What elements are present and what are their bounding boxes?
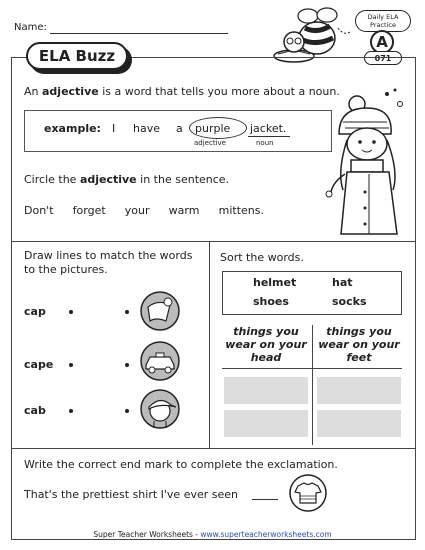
circle-instruction [24, 173, 229, 186]
example-word: a [176, 122, 183, 135]
word-bank-word: socks [332, 295, 367, 308]
practice-sentence [24, 204, 264, 217]
sort-column-head-1: things you wear on your head [225, 325, 307, 364]
example-label: example: [44, 122, 101, 135]
instruction-post: in the sentence. [136, 173, 230, 186]
match-word-cape: cape [24, 358, 54, 371]
sort-instruction: Sort the words. [220, 251, 304, 264]
example-noun: jacket. [250, 122, 287, 135]
section-divider-vertical [209, 241, 210, 448]
footer [0, 530, 425, 539]
example-word: I [112, 122, 116, 135]
cap-picture-icon [140, 389, 180, 429]
sort-column-head-2: things you wear on your feet [318, 325, 400, 364]
end-mark-blank[interactable] [252, 499, 278, 500]
exclamation-sentence: That's the prettiest shirt I've ever seen [24, 488, 239, 501]
cape-picture-icon [140, 291, 180, 331]
noun-underline [248, 136, 290, 137]
example-word: have [133, 122, 160, 135]
answer-box-head-1[interactable] [224, 377, 308, 404]
match-dot-right[interactable] [125, 310, 129, 314]
girl-in-winter-coat-icon [325, 82, 415, 240]
footer-url[interactable]: www.superteacherworksheets.com [200, 530, 332, 539]
word-bank-word: hat [332, 276, 353, 289]
section-divider-2 [11, 448, 416, 449]
word-bank-word: helmet [253, 276, 297, 289]
match-dot-left[interactable] [69, 409, 73, 413]
answer-box-feet-2[interactable] [317, 410, 401, 437]
sentence-word[interactable]: your [124, 204, 150, 217]
match-instruction: Draw lines to match the words to the pictures. [24, 249, 193, 276]
adjective-definition [24, 85, 340, 98]
sentence-word[interactable]: mittens. [218, 204, 264, 217]
end-mark-instruction: Write the correct end mark to complete the exclamation. [24, 458, 338, 471]
section-divider-1 [11, 241, 416, 242]
match-word-cap: cap [24, 305, 46, 318]
sort-column-divider [312, 325, 313, 445]
definition-term: adjective [42, 85, 99, 98]
name-line[interactable] [50, 33, 228, 34]
adjective-circle [189, 117, 247, 139]
definition-pre: An [24, 85, 42, 98]
cab-picture-icon [140, 341, 180, 381]
word-bank-word: shoes [253, 295, 289, 308]
match-dot-right[interactable] [125, 409, 129, 413]
worksheet-title: ELA Buzz [26, 42, 128, 70]
noun-caption: noun [256, 139, 274, 147]
word-bank [222, 271, 402, 315]
badge-line-2: Practice [370, 20, 396, 29]
worksheet-number: 071 [364, 51, 402, 65]
adjective-caption: adjective [194, 139, 226, 147]
sentence-word[interactable]: Don't [24, 204, 54, 217]
match-word-cab: cab [24, 404, 46, 417]
name-label: Name: [14, 22, 47, 33]
level-letter: A [370, 30, 394, 54]
sentence-word[interactable]: forget [72, 204, 106, 217]
footer-brand: Super Teacher Worksheets - [93, 530, 201, 539]
answer-box-feet-1[interactable] [317, 377, 401, 404]
daily-practice-badge [355, 10, 411, 32]
example-adjective: purple [195, 122, 231, 135]
answer-box-head-2[interactable] [224, 410, 308, 437]
sort-header-line [222, 368, 402, 369]
match-dot-left[interactable] [69, 363, 73, 367]
definition-post: is a word that tells you more about a noun. [98, 85, 340, 98]
sentence-word[interactable]: warm [168, 204, 200, 217]
shirt-icon [288, 474, 328, 512]
instruction-term: adjective [79, 173, 137, 186]
match-dot-right[interactable] [125, 363, 129, 367]
match-dot-left[interactable] [69, 310, 73, 314]
badge-line-1: Daily ELA [367, 13, 399, 21]
instruction-pre: Circle the [24, 173, 80, 186]
